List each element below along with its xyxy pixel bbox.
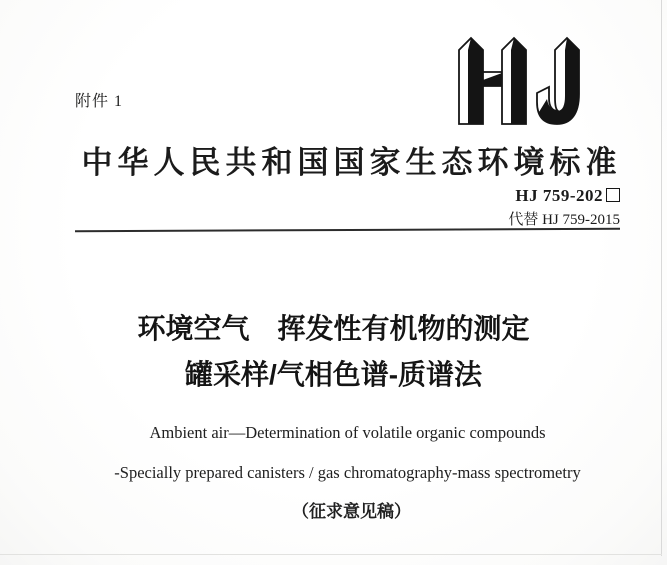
page-edge-shadow-right [661,0,662,556]
standard-number [515,186,620,206]
standard-org-heading: 中华人民共和国国家生态环境标准 [81,145,622,180]
standard-title-zh-line1: 环境空气 挥发性有机物的测定 [137,313,530,344]
draft-status-note: （征求意见稿） [292,502,411,521]
header-divider [75,228,620,232]
standard-number-text: HJ 759-202 [515,186,603,205]
standard-title-en-line1: Ambient air—Determination of volatile organic compounds [149,423,546,442]
year-placeholder-box [606,188,620,202]
hj-logo [458,36,584,126]
attachment-label: 附件 1 [75,93,124,110]
replaces-note: 代替 HJ 759-2015 [508,212,620,228]
hj-logo-text [458,126,459,127]
page-edge-shadow-bottom [0,554,662,555]
hj-logo-graphic [458,36,584,126]
standard-title-zh-line2: 罐采样/气相色谱-质谱法 [184,359,483,390]
standard-title-en-line2: -Specially prepared canisters / gas chromatography-mass spectrometry [114,463,581,482]
